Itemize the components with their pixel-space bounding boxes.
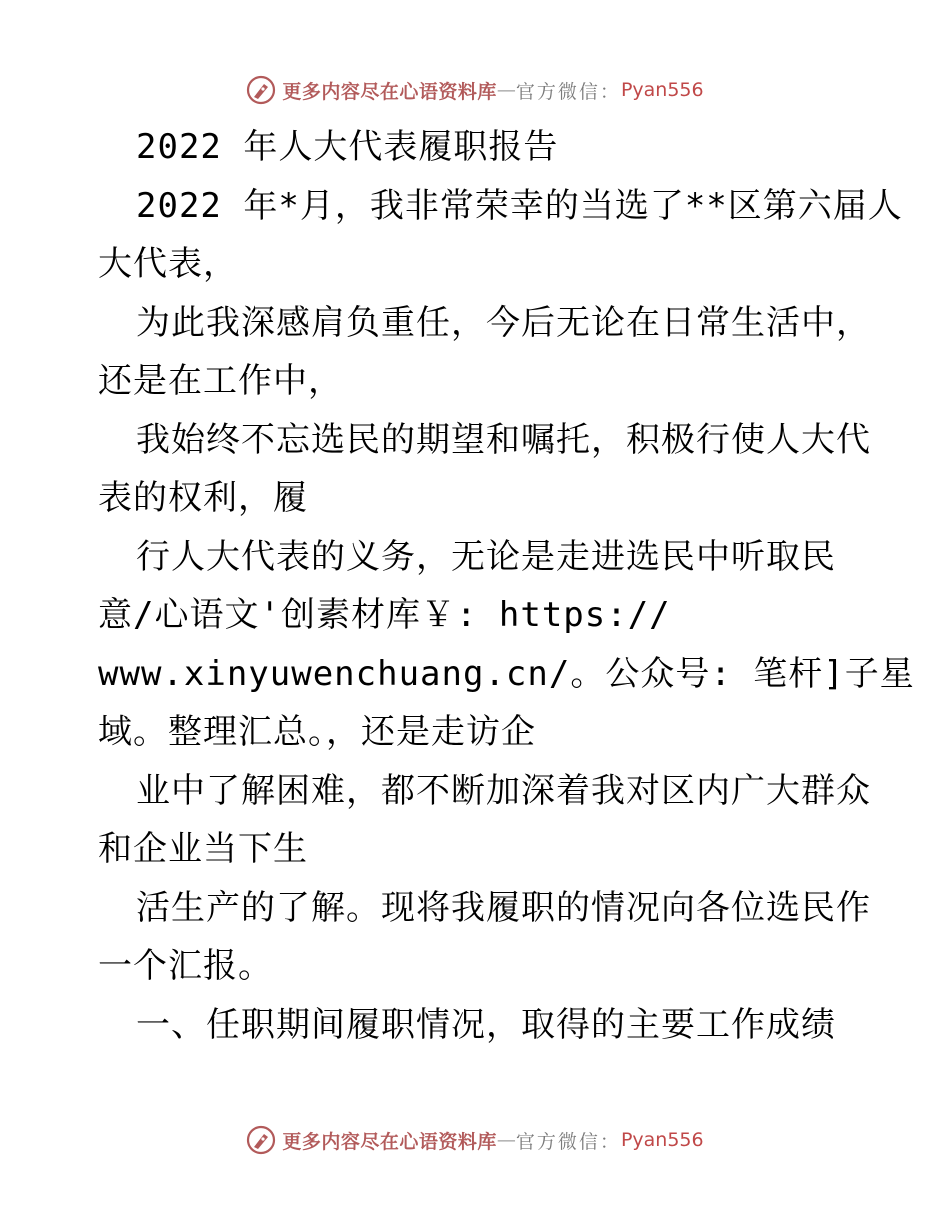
paragraph-line: 和企业当下生: [98, 829, 308, 869]
paragraph-line: www.xinyuwenchuang.cn/。公众号: 笔杆]子星: [98, 653, 915, 694]
banner-wechat-id: Pyan556: [620, 79, 704, 101]
banner-wechat-label: 官方微信：: [515, 1130, 621, 1153]
document-title: 2022 年人大代表履职报告: [136, 127, 559, 167]
pen-nib-logo-icon: [246, 1125, 276, 1155]
banner-wechat-id: Pyan556: [620, 1129, 704, 1151]
paragraph-line: 业中了解困难，都不断加深着我对区内广大群众: [136, 770, 871, 811]
paragraph-line: 为此我深感肩负重任，今后无论在日常生活中，: [136, 302, 871, 343]
footer-banner: [0, 1120, 950, 1160]
paragraph-line: 一个汇报。: [98, 946, 273, 986]
section-heading: 一、任职期间履职情况，取得的主要工作成绩: [136, 1004, 836, 1045]
header-banner: [0, 70, 950, 110]
banner-slogan: 更多内容尽在心语资料库: [282, 80, 497, 103]
banner-separator: —: [496, 79, 516, 101]
document-body: [98, 118, 915, 1054]
banner-separator: —: [496, 1129, 516, 1151]
paragraph-line: 活生产的了解。现将我履职的情况向各位选民作: [136, 887, 871, 928]
paragraph-line: 行人大代表的义务，无论是走进选民中听取民: [136, 536, 836, 577]
paragraph-line: 还是在工作中，: [98, 361, 343, 401]
paragraph-line: 2022 年*月，我非常荣幸的当选了**区第六届人: [136, 185, 903, 226]
paragraph-line: 大代表，: [98, 244, 238, 284]
pen-nib-logo-icon: [246, 75, 276, 105]
paragraph-line: 意/心语文'创素材库￥: https://: [98, 595, 671, 635]
paragraph-line: 表的权利，履: [98, 478, 308, 518]
banner-slogan: 更多内容尽在心语资料库: [282, 1130, 497, 1153]
paragraph-line: 域。整理汇总。，还是走访企: [98, 712, 536, 752]
paragraph-line: 我始终不忘选民的期望和嘱托，积极行使人大代: [136, 419, 871, 460]
banner-wechat-label: 官方微信：: [515, 80, 621, 103]
